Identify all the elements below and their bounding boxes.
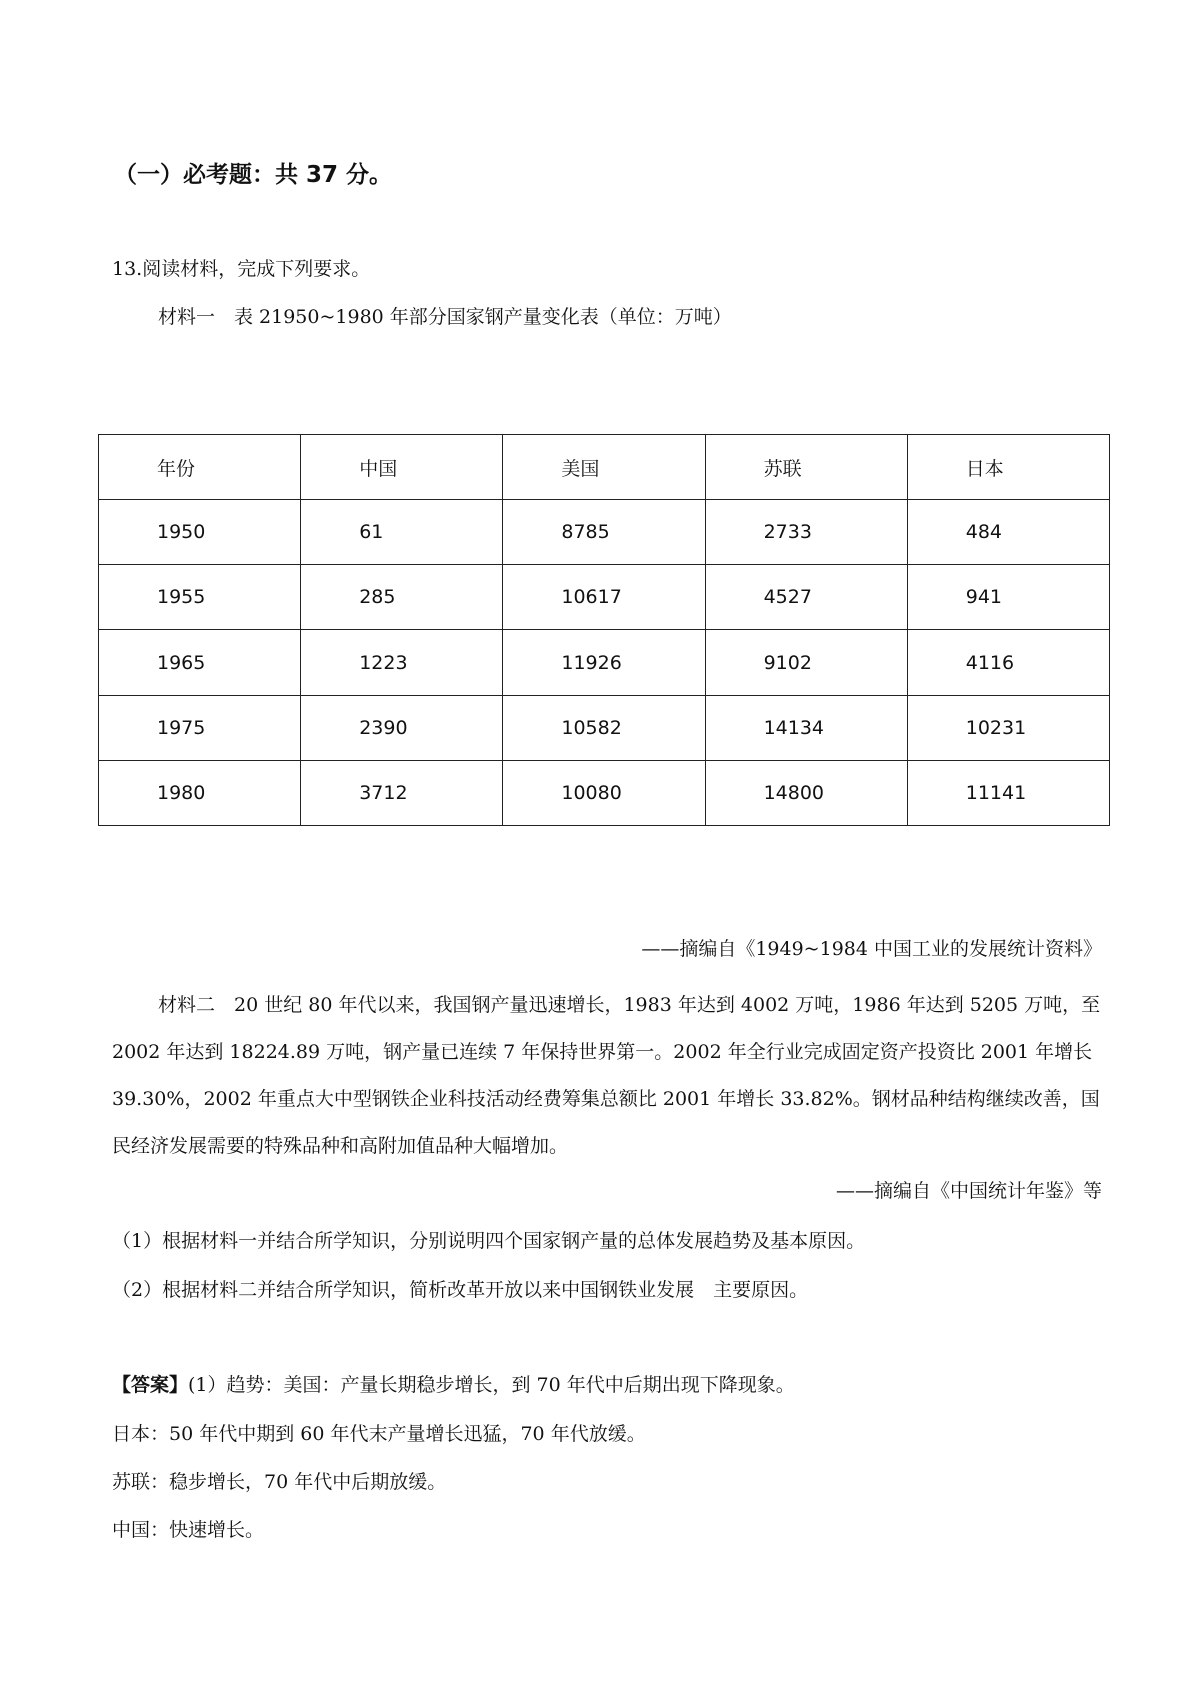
steel-output-table [98, 434, 1110, 826]
table-cell: 1955 [99, 565, 301, 630]
table-row [99, 630, 1110, 695]
table-cell: 1980 [99, 760, 301, 825]
table-cell: 4527 [705, 565, 907, 630]
answer-china: 中国：快速增长。 [112, 1519, 265, 1541]
material1-caption: 材料一 表 21950~1980 年部分国家钢产量变化表（单位：万吨） [158, 306, 732, 328]
table-cell: 941 [907, 565, 1109, 630]
table-cell: 14800 [705, 760, 907, 825]
table-cell: 11141 [907, 760, 1109, 825]
answer-ussr: 苏联：稳步增长，70 年代中后期放缓。 [112, 1471, 447, 1493]
table-cell: 1950 [99, 500, 301, 565]
table-cell: 1223 [301, 630, 503, 695]
table-row [99, 695, 1110, 760]
section-title: （一）必考题：共 37 分。 [114, 162, 393, 188]
table-cell: 4116 [907, 630, 1109, 695]
table-cell: 8785 [503, 500, 705, 565]
table-cell: 14134 [705, 695, 907, 760]
question-title: 13.阅读材料，完成下列要求。 [112, 258, 371, 280]
answer-line-1 [112, 1370, 795, 1397]
table-cell: 10080 [503, 760, 705, 825]
table-header-cell: 苏联 [705, 435, 907, 500]
table-header-cell: 年份 [99, 435, 301, 500]
table-header-row [99, 435, 1110, 500]
table-header-cell: 美国 [503, 435, 705, 500]
answer-trend-usa: (1）趋势：美国：产量长期稳步增长，到 70 年代中后期出现下降现象。 [188, 1374, 795, 1396]
table-cell: 3712 [301, 760, 503, 825]
table-cell: 11926 [503, 630, 705, 695]
table-cell: 10582 [503, 695, 705, 760]
table-cell: 2390 [301, 695, 503, 760]
sub-question-1: （1）根据材料一并结合所学知识，分别说明四个国家钢产量的总体发展趋势及基本原因。 [112, 1230, 866, 1252]
table-cell: 2733 [705, 500, 907, 565]
table-cell: 484 [907, 500, 1109, 565]
table-cell: 1975 [99, 695, 301, 760]
table-row [99, 500, 1110, 565]
material2-paragraph: 材料二 20 世纪 80 年代以来，我国钢产量迅速增长，1983 年达到 4002 万吨，1986 年达到 5205 万吨，至 2002 年达到 18224.89 万吨，钢产量已连续 7 年保持世界第一。2002 年全行业完成固定资产投资比 2001 年增长 39.30%，2002 年重点大中型钢铁企业科技活动经费筹集总额比 2001 年增长 33.82%。钢材品种结构继续改善，国民经济发展需要的特殊品种和高附加值品种大幅增加。 [112, 994, 1101, 1157]
source-citation-1: ——摘编自《1949~1984 中国工业的发展统计资料》 [641, 938, 1102, 960]
table-cell: 1965 [99, 630, 301, 695]
answer-label: 【答案】 [112, 1374, 189, 1396]
answer-japan: 日本：50 年代中期到 60 年代末产量增长迅猛，70 年代放缓。 [112, 1423, 646, 1445]
table-cell: 10617 [503, 565, 705, 630]
table-cell: 10231 [907, 695, 1109, 760]
sub-question-2: （2）根据材料二并结合所学知识，简析改革开放以来中国钢铁业发展 主要原因。 [112, 1279, 809, 1301]
table-row [99, 760, 1110, 825]
table-cell: 285 [301, 565, 503, 630]
table-header-cell: 日本 [907, 435, 1109, 500]
table-cell: 61 [301, 500, 503, 565]
table-header-cell: 中国 [301, 435, 503, 500]
table-row [99, 565, 1110, 630]
table-cell: 9102 [705, 630, 907, 695]
source-citation-2: ——摘编自《中国统计年鉴》等 [835, 1180, 1102, 1202]
